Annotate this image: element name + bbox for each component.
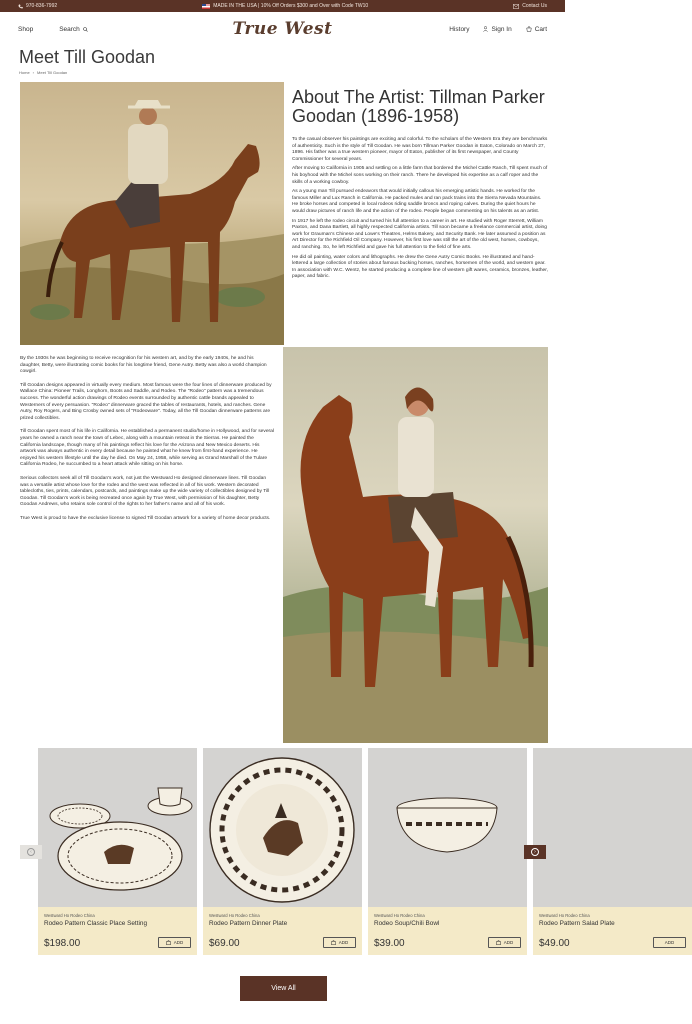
breadcrumb-current: Meet Till Goodan: [37, 70, 68, 75]
page-title: Meet Till Goodan: [19, 47, 156, 67]
about-paragraph: As a young man Till pursued endeavors that would initially callous his emerging artistic hands. He worked for the famous Miller and Lux Ranch in California. He packed mules and ran pack trains into the Sierra Nevada Mountains. He broke horses and competed in local rodeos riding saddle broncs and roping calves. During the quiet hours he would draw pictures of ranch life and the action of the rodeo. People began commenting on his talents as an artist.: [292, 189, 542, 214]
product-brand: Westward Ho Rodeo China: [374, 913, 425, 918]
about-paragraph: In 1917 he left the rodeo circuit and turned his full attention to a career in art. He studied with Roger Sterrett, William Paxton, and Dana Bartlett, all highly respected California artists. Till soon became a freelance commercial artist, doing work for Grauman's Chinese and Lowe's Theatres, Helms Bakery, and Security Bank. He later assumed a position as Art Director for the Richfield Oil Company. However, his first love was still the art of the old west, horses, cowboys, and ranching. So, he left Richfield and gave his full attention to the field of fine arts.: [292, 218, 547, 250]
about-paragraph: He did oil painting, water colors and lithographs. He drew the Gene Autry Comic Books. He illustrated and hand-lettered a large collection of stories about famous bucking horses, ranches, horsemen of the world, and western gear. In association with W.C. Wentz, he started producing a complete line of western gift wares, ceramics, bronzes, leather, paper, and fabric.: [292, 254, 548, 280]
add-label: ADD: [173, 940, 184, 945]
product-price: $198.00: [44, 938, 81, 949]
about-text-right: [292, 137, 548, 284]
product-name[interactable]: Rodeo Soup/Chili Bowl: [374, 920, 440, 927]
main-nav: [0, 12, 565, 46]
product-info: [533, 907, 692, 955]
product-info: [368, 907, 527, 955]
site-logo[interactable]: True West: [232, 19, 333, 39]
promo-text: MADE IN THE USA | 10% Off Orders $300 and Over with Code TW10: [213, 3, 369, 9]
product-price: $39.00: [374, 938, 405, 949]
us-flag-icon: [202, 4, 210, 9]
about-paragraph: To the casual observer his paintings are exciting and colorful. To the scholars of the Western Era they are benchmarks of authenticity. Such is the style of Till Goodan. He was born Tillman Parker Goodan in Eaton, Colorado on March 27, 1896. His father was a true western pioneer, mayor of Eaton, publisher of its first newspaper, and County Commissioner for several years.: [292, 137, 548, 162]
cart-label: Cart: [534, 25, 548, 33]
product-price: $69.00: [209, 938, 240, 949]
view-all-button[interactable]: View All: [240, 976, 327, 1001]
product-card[interactable]: [368, 748, 527, 954]
nav-history[interactable]: History: [449, 25, 470, 33]
about-paragraph: True West is proud to have the exclusive license to signed Till Goodan artwork for a variety of home decor products.: [20, 515, 271, 521]
product-carousel: [0, 748, 675, 958]
arrow-right-icon: ›: [531, 848, 539, 856]
promo-banner: [202, 3, 368, 9]
contact-label: Contact Us: [522, 3, 547, 9]
about-paragraph: Serious collectors seek all of Till Goodan's work, not just the Westward Ho designed dinnerware lines. Till Goodan was a versatile artist whose love for the rodeo and the west was reflected in all of his work. Western decorated tablecloths, ties, prints, calendars, postcards, and paintings make up the wide variety of collectibles designed by Till Goodan. Till Goodan's work is being recreated once again by True West, with permission of his daughter, Betty Goodan Andrews, who retains sole control of the rights to her father's name and all of his work.: [20, 475, 270, 508]
add-to-cart-button[interactable]: [653, 937, 686, 948]
bag-icon: [331, 940, 336, 945]
product-name[interactable]: Rodeo Pattern Salad Plate: [539, 920, 615, 927]
search-icon: [83, 27, 88, 32]
product-info: [38, 907, 197, 955]
product-info: [203, 907, 362, 955]
breadcrumb: [19, 70, 67, 75]
nav-sign-in[interactable]: [483, 26, 511, 33]
nav-search[interactable]: [59, 26, 88, 33]
product-image[interactable]: [203, 748, 362, 907]
nav-cart[interactable]: [526, 26, 547, 33]
carousel-next-button[interactable]: [524, 845, 546, 859]
about-paragraph: After moving to California in 1905 and settling on a little farm that bordered the Michel Cattle Ranch, Till spent much of his boyhood with the Michel sons working on their ranch. There he developed his expertise as a calf roper and the skills of a working cowboy.: [292, 166, 548, 185]
contact-link[interactable]: [513, 3, 547, 9]
product-brand: Westward Ho Rodeo China: [44, 913, 95, 918]
breadcrumb-separator: ›: [32, 70, 35, 75]
product-card[interactable]: [533, 748, 692, 954]
product-image[interactable]: [533, 748, 692, 907]
product-price: $49.00: [539, 938, 570, 949]
phone-number: 970-836-7992: [26, 3, 58, 9]
arrow-left-icon: ‹: [27, 848, 35, 856]
product-brand: Westward Ho Rodeo China: [539, 913, 590, 918]
bag-icon: [166, 940, 171, 945]
about-paragraph: Till Goodan designs appeared in virtually every medium. Most famous were the four lines of dinnerware produced by Wallace China: Pioneer Trails, Longhorn, Boots and Saddle, and Rodeo. The "Rodeo" pattern was a tremendous success. The wonderful action drawings of Rodeo events surrounded by authentic cattle brands appealed to Westerners of every persuasion. "Rodeo" dinnerware graced the tables of restaurants, hotels, and ranches. Gene Autry, Roy Rogers, and Bing Crosby owned sets of "Rodeoware". Today, all the Till Goodan dinnerware patterns are prized collectibles.: [20, 382, 272, 421]
cowgirl-painting: [283, 347, 548, 743]
product-name[interactable]: Rodeo Pattern Dinner Plate: [209, 920, 288, 927]
add-label: ADD: [338, 940, 349, 945]
nav-shop[interactable]: Shop: [18, 25, 34, 33]
add-to-cart-button[interactable]: [158, 937, 191, 948]
product-card[interactable]: [203, 748, 362, 954]
sign-in-label: Sign In: [491, 25, 512, 33]
cowboy-painting: [20, 82, 284, 345]
add-label: ADD: [664, 940, 675, 945]
add-label: ADD: [503, 940, 514, 945]
about-paragraph: Till Goodan spent most of his life in California. He established a permanent studio/home in Hollywood, and for several years he owned a ranch near the town of Lebec, along with a mountain retreat in the Sierras. He painted the California landscape, though many of his paintings reflect his love for the Arizona and New Mexico deserts. His artwork was always authentic in every detail because he painted what he knew from first-hand experience. He enjoyed his western lifestyle until the day he died. On May 24, 1958, while serving as Grand Marshall of the Tulare California Rodeo, he succumbed to a heart attack while sitting on his horse.: [20, 429, 274, 468]
about-heading: About The Artist: Tillman Parker Goodan (1896-1958): [292, 87, 545, 126]
envelope-icon: [513, 4, 519, 9]
about-paragraph: By the 1930s he was beginning to receive recognition for his western art, and by the early 1940s, he and his daughter, Betty, were illustrating comic books for his longtime friend, Gene Autry. Betty was also a world champion cowgirl.: [20, 356, 267, 375]
phone-icon: [18, 4, 23, 9]
breadcrumb-home[interactable]: Home: [19, 70, 30, 75]
carousel-prev-button[interactable]: [20, 845, 42, 859]
add-to-cart-button[interactable]: [323, 937, 356, 948]
nav-search-label: Search: [59, 25, 80, 33]
product-image[interactable]: [368, 748, 527, 907]
add-to-cart-button[interactable]: [488, 937, 521, 948]
cart-icon: [526, 26, 532, 32]
phone-link[interactable]: [18, 3, 57, 9]
about-text-left: [20, 356, 274, 529]
product-name[interactable]: Rodeo Pattern Classic Place Setting: [44, 920, 148, 927]
product-image[interactable]: [38, 748, 197, 907]
bag-icon: [496, 940, 501, 945]
product-card[interactable]: [38, 748, 197, 954]
user-icon: [483, 26, 488, 32]
announcement-bar: [0, 0, 565, 12]
product-brand: Westward Ho Rodeo China: [209, 913, 260, 918]
